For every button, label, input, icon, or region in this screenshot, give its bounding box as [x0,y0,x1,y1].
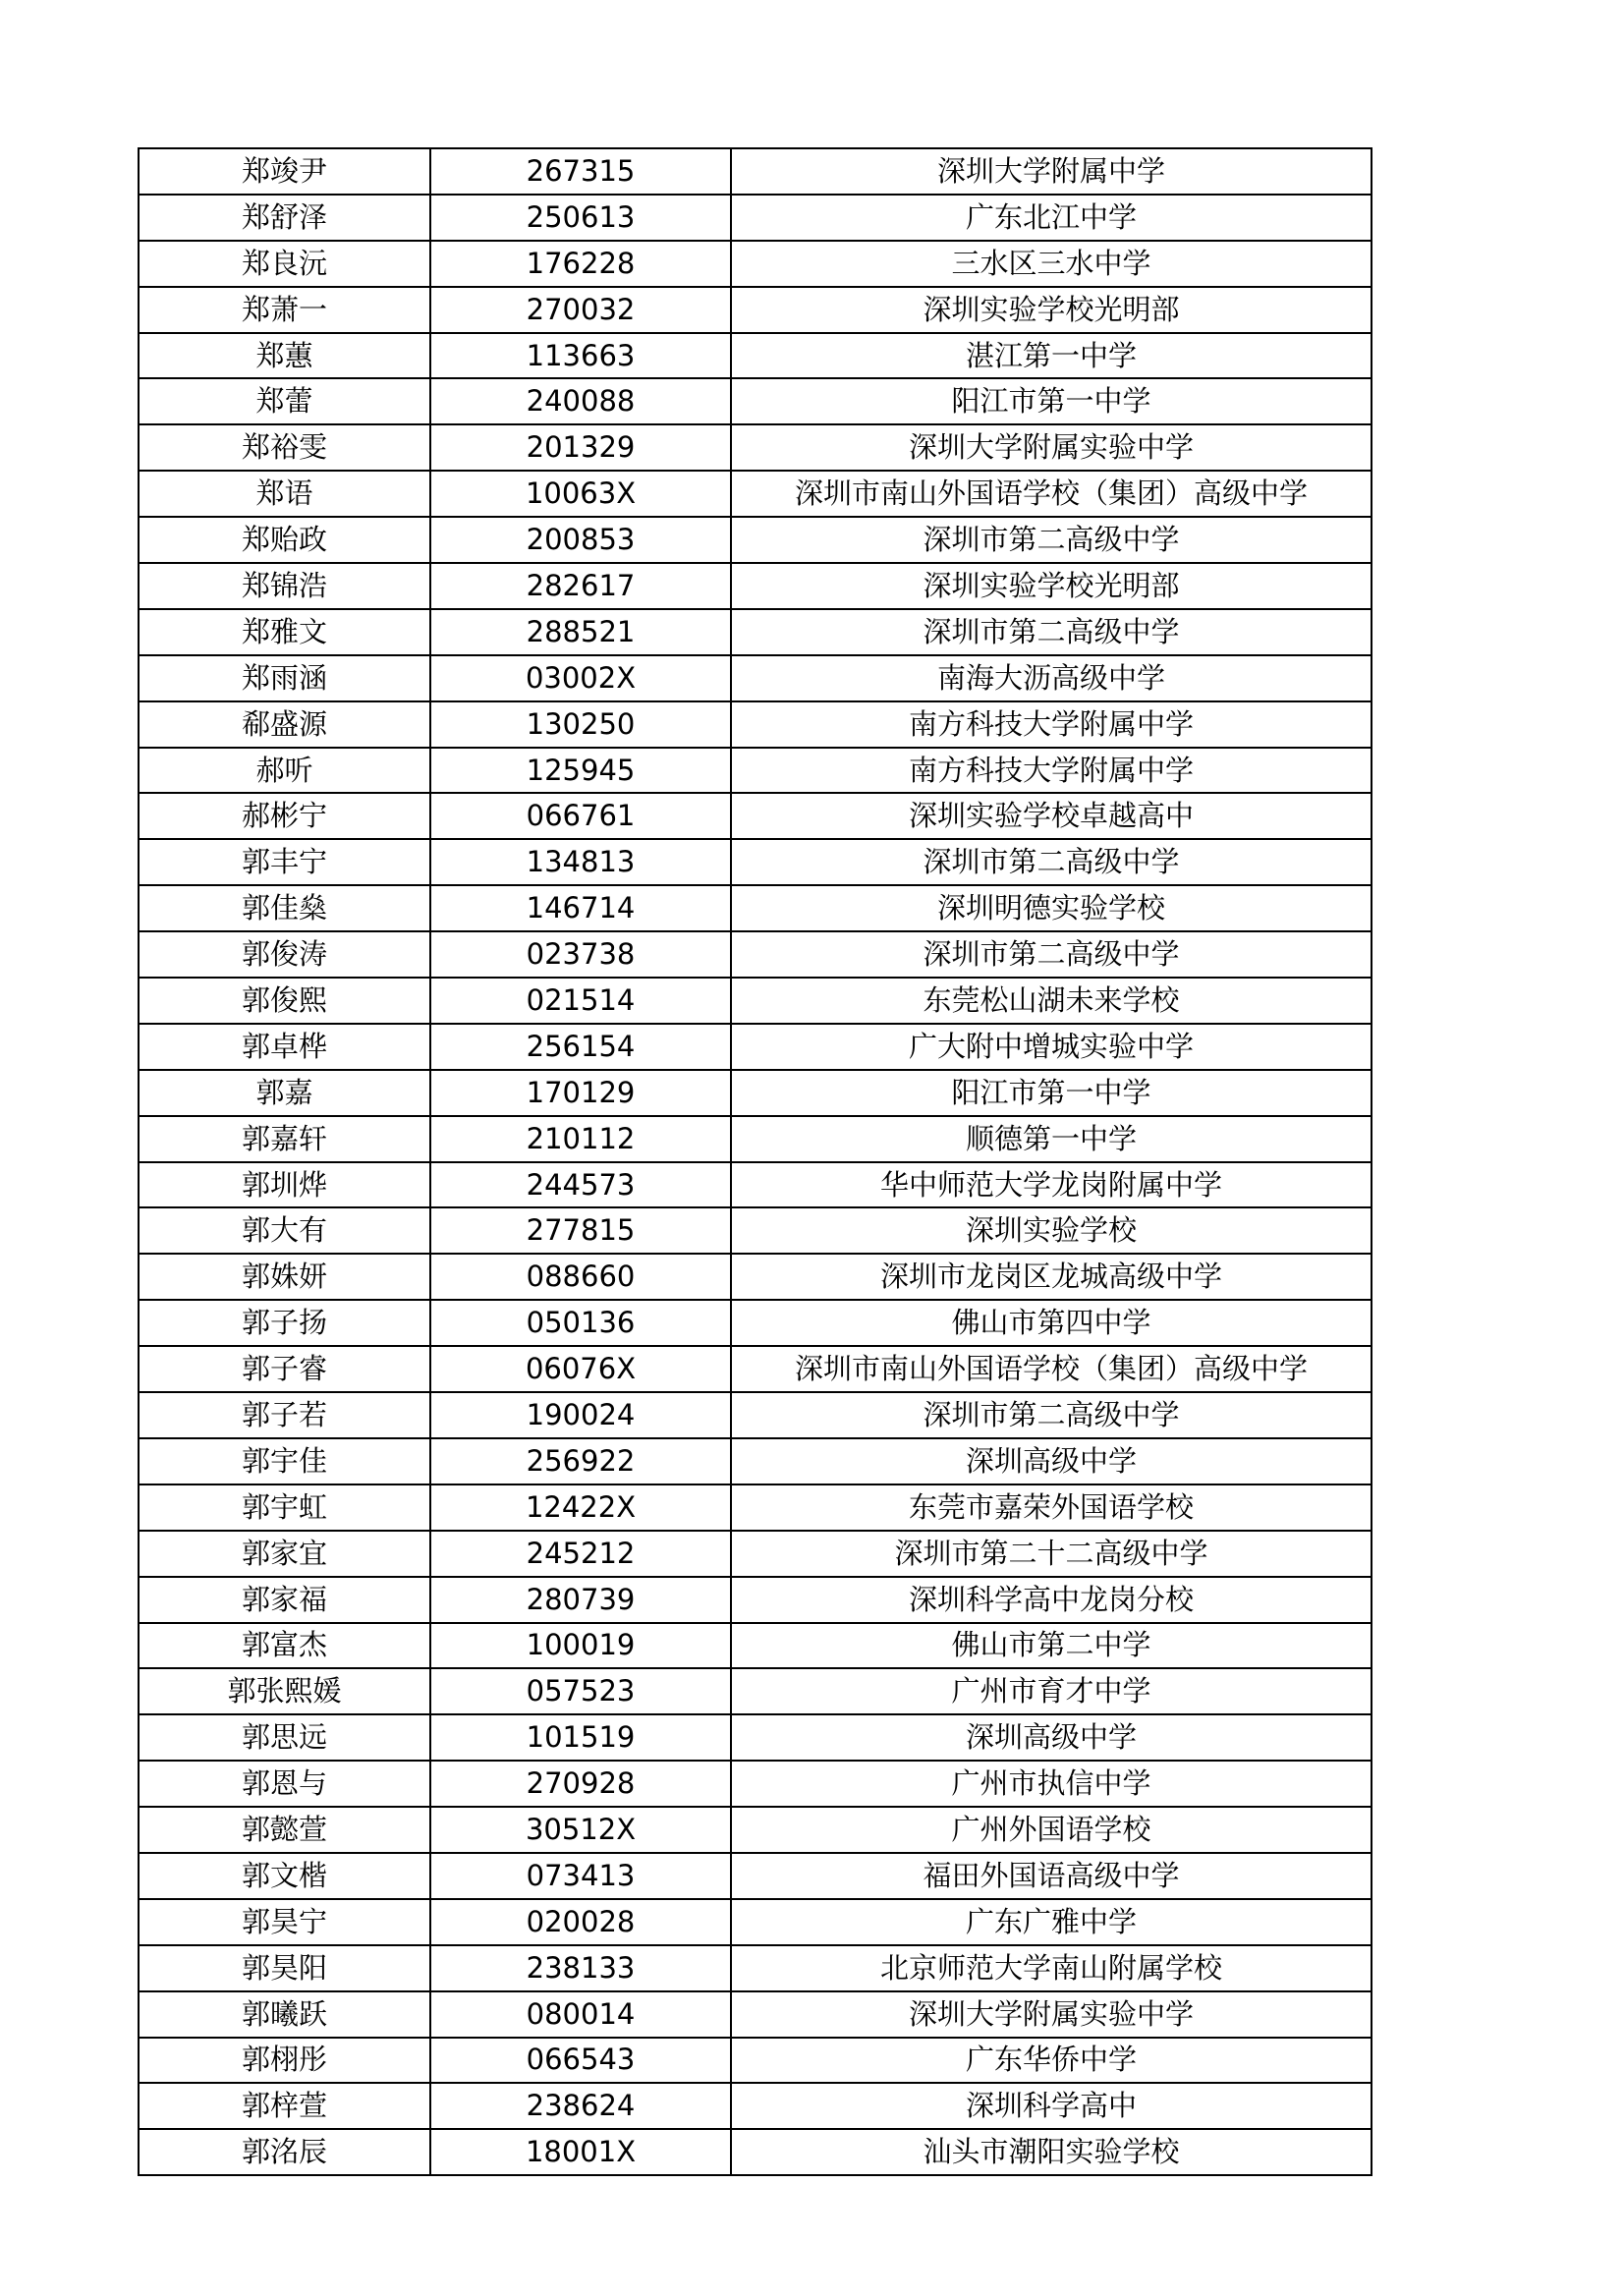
student-id-cell: 080014 [430,1991,731,2038]
student-id-cell: 066761 [430,793,731,839]
student-id-cell: 238133 [430,1945,731,1991]
student-id-cell: 250613 [430,195,731,241]
student-name-cell: 郭丰宁 [139,839,430,885]
table-row [139,241,1372,287]
student-name-cell: 郝彬宁 [139,793,430,839]
student-id-cell: 088660 [430,1254,731,1300]
school-cell: 深圳大学附属实验中学 [731,424,1372,471]
school-cell: 深圳明德实验学校 [731,885,1372,931]
school-cell: 深圳市第二十二高级中学 [731,1531,1372,1577]
table-row [139,333,1372,379]
student-name-cell: 郭富杰 [139,1623,430,1669]
school-cell: 深圳市龙岗区龙城高级中学 [731,1254,1372,1300]
school-cell: 深圳实验学校卓越高中 [731,793,1372,839]
school-cell: 深圳大学附属中学 [731,148,1372,195]
student-name-cell: 郭姝妍 [139,1254,430,1300]
student-name-cell: 郭子睿 [139,1346,430,1392]
student-name-cell: 郑萧一 [139,287,430,333]
student-id-cell: 03002X [430,655,731,701]
school-cell: 南海大沥高级中学 [731,655,1372,701]
student-id-cell: 201329 [430,424,731,471]
student-id-cell: 101519 [430,1714,731,1761]
student-name-cell: 郭梓萱 [139,2083,430,2129]
student-name-cell: 郭曦跃 [139,1991,430,2038]
student-id-cell: 06076X [430,1346,731,1392]
student-name-cell: 郭嘉轩 [139,1116,430,1162]
student-table-body [139,148,1372,2175]
table-row [139,655,1372,701]
student-name-cell: 郭卓桦 [139,1024,430,1070]
school-cell: 广东北江中学 [731,195,1372,241]
school-cell: 深圳大学附属实验中学 [731,1991,1372,2038]
student-id-cell: 021514 [430,978,731,1024]
table-row [139,748,1372,794]
school-cell: 深圳市第二高级中学 [731,517,1372,563]
student-id-cell: 245212 [430,1531,731,1577]
student-name-cell: 郑雨涵 [139,655,430,701]
student-id-cell: 270928 [430,1761,731,1807]
school-cell: 顺德第一中学 [731,1116,1372,1162]
table-row [139,1070,1372,1116]
school-cell: 深圳市第二高级中学 [731,931,1372,978]
student-id-cell: 073413 [430,1853,731,1899]
student-name-cell: 郭昊阳 [139,1945,430,1991]
student-id-cell: 244573 [430,1162,731,1208]
table-row [139,1668,1372,1714]
student-id-cell: 277815 [430,1207,731,1254]
table-row [139,701,1372,748]
table-row [139,1623,1372,1669]
school-cell: 深圳实验学校光明部 [731,287,1372,333]
student-name-cell: 郑蕾 [139,378,430,424]
school-cell: 东莞市嘉荣外国语学校 [731,1484,1372,1531]
table-row [139,1531,1372,1577]
table-row [139,1577,1372,1623]
school-cell: 深圳市南山外国语学校（集团）高级中学 [731,471,1372,517]
student-id-cell: 125945 [430,748,731,794]
student-id-cell: 288521 [430,609,731,655]
table-row [139,517,1372,563]
table-row [139,1024,1372,1070]
student-id-cell: 256922 [430,1438,731,1484]
school-cell: 南方科技大学附属中学 [731,701,1372,748]
school-cell: 广州外国语学校 [731,1807,1372,1853]
student-name-cell: 郭文楷 [139,1853,430,1899]
student-name-cell: 郑舒泽 [139,195,430,241]
school-cell: 广州市执信中学 [731,1761,1372,1807]
school-cell: 广东华侨中学 [731,2038,1372,2084]
school-cell: 阳江市第一中学 [731,1070,1372,1116]
school-cell: 福田外国语高级中学 [731,1853,1372,1899]
school-cell: 深圳高级中学 [731,1438,1372,1484]
table-row [139,1346,1372,1392]
student-name-cell: 郭思远 [139,1714,430,1761]
student-id-cell: 240088 [430,378,731,424]
student-id-cell: 190024 [430,1392,731,1438]
student-name-cell: 郭圳烨 [139,1162,430,1208]
table-row [139,793,1372,839]
school-cell: 深圳市第二高级中学 [731,609,1372,655]
school-cell: 阳江市第一中学 [731,378,1372,424]
school-cell: 深圳市第二高级中学 [731,1392,1372,1438]
student-name-cell: 郭懿萱 [139,1807,430,1853]
student-id-cell: 050136 [430,1300,731,1346]
table-row [139,148,1372,195]
school-cell: 南方科技大学附属中学 [731,748,1372,794]
school-cell: 三水区三水中学 [731,241,1372,287]
school-cell: 深圳市第二高级中学 [731,839,1372,885]
table-row [139,609,1372,655]
school-cell: 北京师范大学南山附属学校 [731,1945,1372,1991]
school-cell: 深圳高级中学 [731,1714,1372,1761]
table-row [139,563,1372,609]
student-name-cell: 郑竣尹 [139,148,430,195]
school-cell: 东莞松山湖未来学校 [731,978,1372,1024]
student-id-cell: 146714 [430,885,731,931]
student-id-cell: 210112 [430,1116,731,1162]
student-name-cell: 郭家宜 [139,1531,430,1577]
student-id-cell: 200853 [430,517,731,563]
student-id-cell: 057523 [430,1668,731,1714]
school-cell: 广大附中增城实验中学 [731,1024,1372,1070]
table-row [139,839,1372,885]
student-id-cell: 267315 [430,148,731,195]
student-name-cell: 郑雅文 [139,609,430,655]
school-cell: 深圳科学高中龙岗分校 [731,1577,1372,1623]
student-name-cell: 郭宇虹 [139,1484,430,1531]
student-id-cell: 238624 [430,2083,731,2129]
table-row [139,195,1372,241]
table-row [139,2083,1372,2129]
table-row [139,2129,1372,2175]
table-row [139,1438,1372,1484]
student-name-cell: 郑贻政 [139,517,430,563]
table-row [139,1254,1372,1300]
table-row [139,1207,1372,1254]
table-row [139,1116,1372,1162]
student-name-cell: 郭宇佳 [139,1438,430,1484]
student-id-cell: 256154 [430,1024,731,1070]
school-cell: 深圳实验学校 [731,1207,1372,1254]
student-id-cell: 100019 [430,1623,731,1669]
school-cell: 广东广雅中学 [731,1899,1372,1945]
student-name-cell: 郑锦浩 [139,563,430,609]
student-id-cell: 282617 [430,563,731,609]
student-name-cell: 郭子扬 [139,1300,430,1346]
student-name-cell: 郭张熙媛 [139,1668,430,1714]
student-id-cell: 113663 [430,333,731,379]
student-id-cell: 020028 [430,1899,731,1945]
student-name-cell: 郭子若 [139,1392,430,1438]
student-id-cell: 10063X [430,471,731,517]
student-name-cell: 郗盛源 [139,701,430,748]
student-name-cell: 郝听 [139,748,430,794]
table-row [139,1162,1372,1208]
table-row [139,885,1372,931]
table-row [139,1991,1372,2038]
table-row [139,1392,1372,1438]
school-cell: 华中师范大学龙岗附属中学 [731,1162,1372,1208]
student-id-cell: 280739 [430,1577,731,1623]
student-name-cell: 郭俊涛 [139,931,430,978]
school-cell: 深圳市南山外国语学校（集团）高级中学 [731,1346,1372,1392]
student-name-cell: 郭嘉 [139,1070,430,1116]
student-name-cell: 郭家福 [139,1577,430,1623]
student-id-cell: 18001X [430,2129,731,2175]
student-id-cell: 170129 [430,1070,731,1116]
student-id-cell: 270032 [430,287,731,333]
school-cell: 深圳科学高中 [731,2083,1372,2129]
student-name-cell: 郑语 [139,471,430,517]
student-id-cell: 134813 [430,839,731,885]
table-row [139,1761,1372,1807]
student-name-cell: 郭昊宁 [139,1899,430,1945]
student-id-cell: 30512X [430,1807,731,1853]
table-row [139,424,1372,471]
table-row [139,2038,1372,2084]
table-row [139,978,1372,1024]
student-id-cell: 023738 [430,931,731,978]
student-name-cell: 郭佳燊 [139,885,430,931]
school-cell: 汕头市潮阳实验学校 [731,2129,1372,2175]
student-name-cell: 郑蕙 [139,333,430,379]
student-id-cell: 12422X [430,1484,731,1531]
table-row [139,1714,1372,1761]
student-id-cell: 066543 [430,2038,731,2084]
school-cell: 湛江第一中学 [731,333,1372,379]
student-name-cell: 郭大有 [139,1207,430,1254]
student-name-cell: 郭洺辰 [139,2129,430,2175]
table-row [139,471,1372,517]
school-cell: 佛山市第二中学 [731,1623,1372,1669]
table-row [139,287,1372,333]
student-id-cell: 130250 [430,701,731,748]
table-row [139,1807,1372,1853]
student-name-cell: 郭俊熙 [139,978,430,1024]
student-id-cell: 176228 [430,241,731,287]
table-row [139,378,1372,424]
student-name-cell: 郭恩与 [139,1761,430,1807]
table-row [139,1484,1372,1531]
school-cell: 广州市育才中学 [731,1668,1372,1714]
student-name-cell: 郑裕雯 [139,424,430,471]
table-row [139,931,1372,978]
student-name-cell: 郭栩彤 [139,2038,430,2084]
student-name-cell: 郑良沅 [139,241,430,287]
school-cell: 佛山市第四中学 [731,1300,1372,1346]
table-row [139,1899,1372,1945]
table-row [139,1853,1372,1899]
table-row [139,1300,1372,1346]
table-row [139,1945,1372,1991]
school-cell: 深圳实验学校光明部 [731,563,1372,609]
student-table [138,147,1372,2176]
